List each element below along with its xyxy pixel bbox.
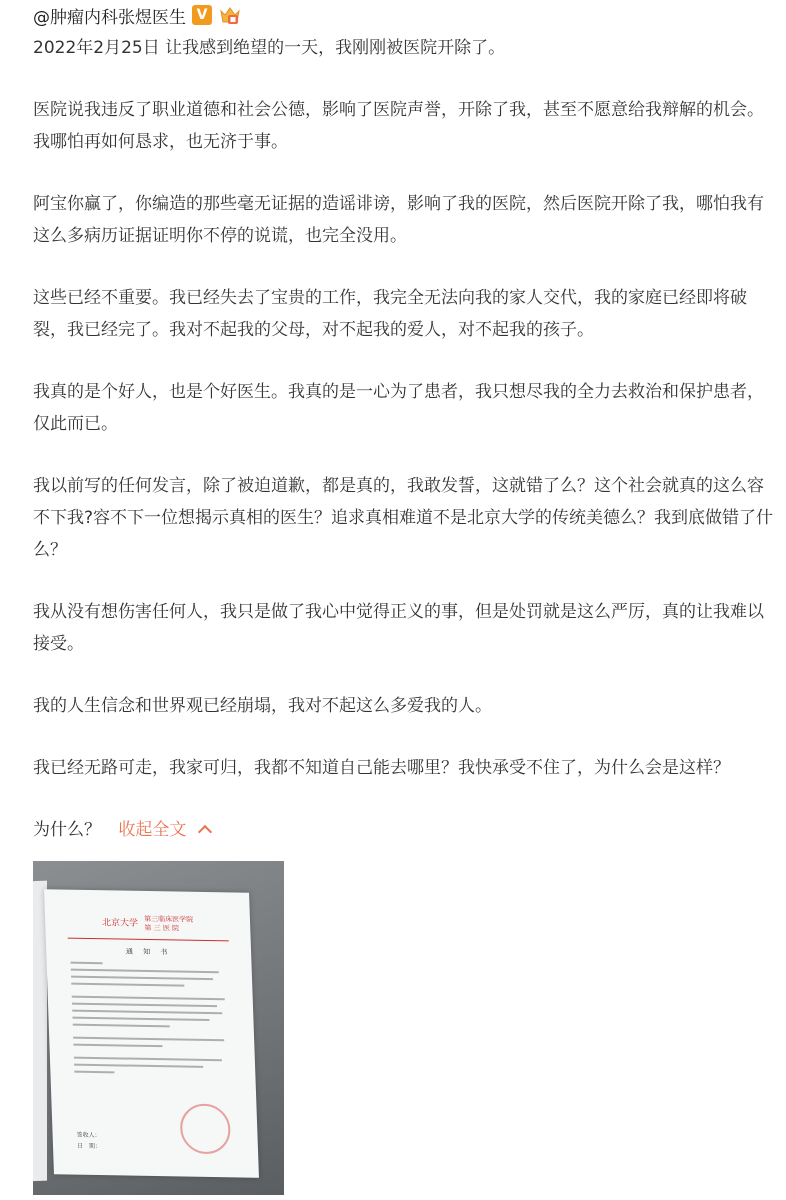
verified-badge-icon: V bbox=[192, 5, 212, 25]
letterhead-school: 北京大学 bbox=[101, 917, 139, 929]
attached-photo[interactable] bbox=[33, 861, 284, 1195]
date-label: 日 期： bbox=[76, 1142, 102, 1151]
author-name[interactable]: @肿瘤内科张煜医生 bbox=[33, 7, 186, 28]
letterhead-hospital-line2: 第 三 医 院 bbox=[144, 923, 180, 933]
collapse-full-text-link[interactable] bbox=[118, 820, 209, 840]
chevron-up-icon bbox=[198, 825, 212, 839]
weibo-post bbox=[33, 0, 779, 846]
paragraph: 阿宝你赢了，你编造的那些毫无证据的造谣诽谤，影响了我的医院，然后医院开除了我，哪怕我有这么多病历证据证明你不停的说谎，也完全没用。 bbox=[33, 194, 764, 246]
notice-sign-area bbox=[76, 1130, 101, 1152]
collapse-label: 收起全文 bbox=[118, 820, 187, 840]
paragraph: 我的人生信念和世界观已经崩塌，我对不起这么多爱我的人。 bbox=[33, 696, 492, 716]
signee-label: 签收人： bbox=[76, 1131, 101, 1140]
paragraph: 这些已经不重要。我已经失去了宝贵的工作，我完全无法向我的家人交代，我的家庭已经即将破裂，我已经完了。我对不起我的父母，对不起我的爱人，对不起我的孩子。 bbox=[33, 288, 747, 340]
post-header bbox=[33, 0, 779, 30]
letterhead-hospital bbox=[144, 915, 194, 934]
closing-text: 为什么？ bbox=[33, 820, 101, 840]
notice-letterhead bbox=[45, 913, 251, 935]
paragraph: 我从没有想伤害任何人，我只是做了我心中觉得正义的事，但是处罚就是这么严厉，真的让我难以接受。 bbox=[33, 602, 764, 654]
official-seal-icon bbox=[179, 1103, 231, 1154]
notice-body-lines bbox=[71, 962, 236, 1081]
notice-document bbox=[44, 889, 259, 1178]
paragraph: 我真的是个好人，也是个好医生。我真的是一心为了患者，我只想尽我的全力去救治和保护患者，仅此而已。 bbox=[33, 382, 764, 434]
letterhead-divider bbox=[68, 938, 229, 942]
paragraph: 医院说我违反了职业道德和社会公德，影响了医院声誉，开除了我，甚至不愿意给我辩解的机会。我哪怕再如何恳求，也无济于事。 bbox=[33, 100, 764, 152]
post-date-line: 2022年2月25日 让我感到绝望的一天，我刚刚被医院开除了。 bbox=[33, 38, 506, 58]
notice-title: 通 知 书 bbox=[125, 947, 172, 957]
letterhead-hospital-line1: 第三临床医学院 bbox=[143, 914, 194, 924]
paragraph: 我以前写的任何发言，除了被迫道歉，都是真的，我敢发誓，这就错了么？这个社会就真的这么容不下我?容不下一位想揭示真相的医生？追求真相难道不是北京大学的传统美德么？我到底做错了什么？ bbox=[33, 476, 774, 560]
member-crown-icon bbox=[218, 4, 242, 26]
post-body bbox=[33, 94, 779, 784]
paragraph: 我已经无路可走，我家可归，我都不知道自己能去哪里？我快承受不住了，为什么会是这样？ bbox=[33, 758, 730, 778]
post-footer bbox=[33, 814, 779, 846]
